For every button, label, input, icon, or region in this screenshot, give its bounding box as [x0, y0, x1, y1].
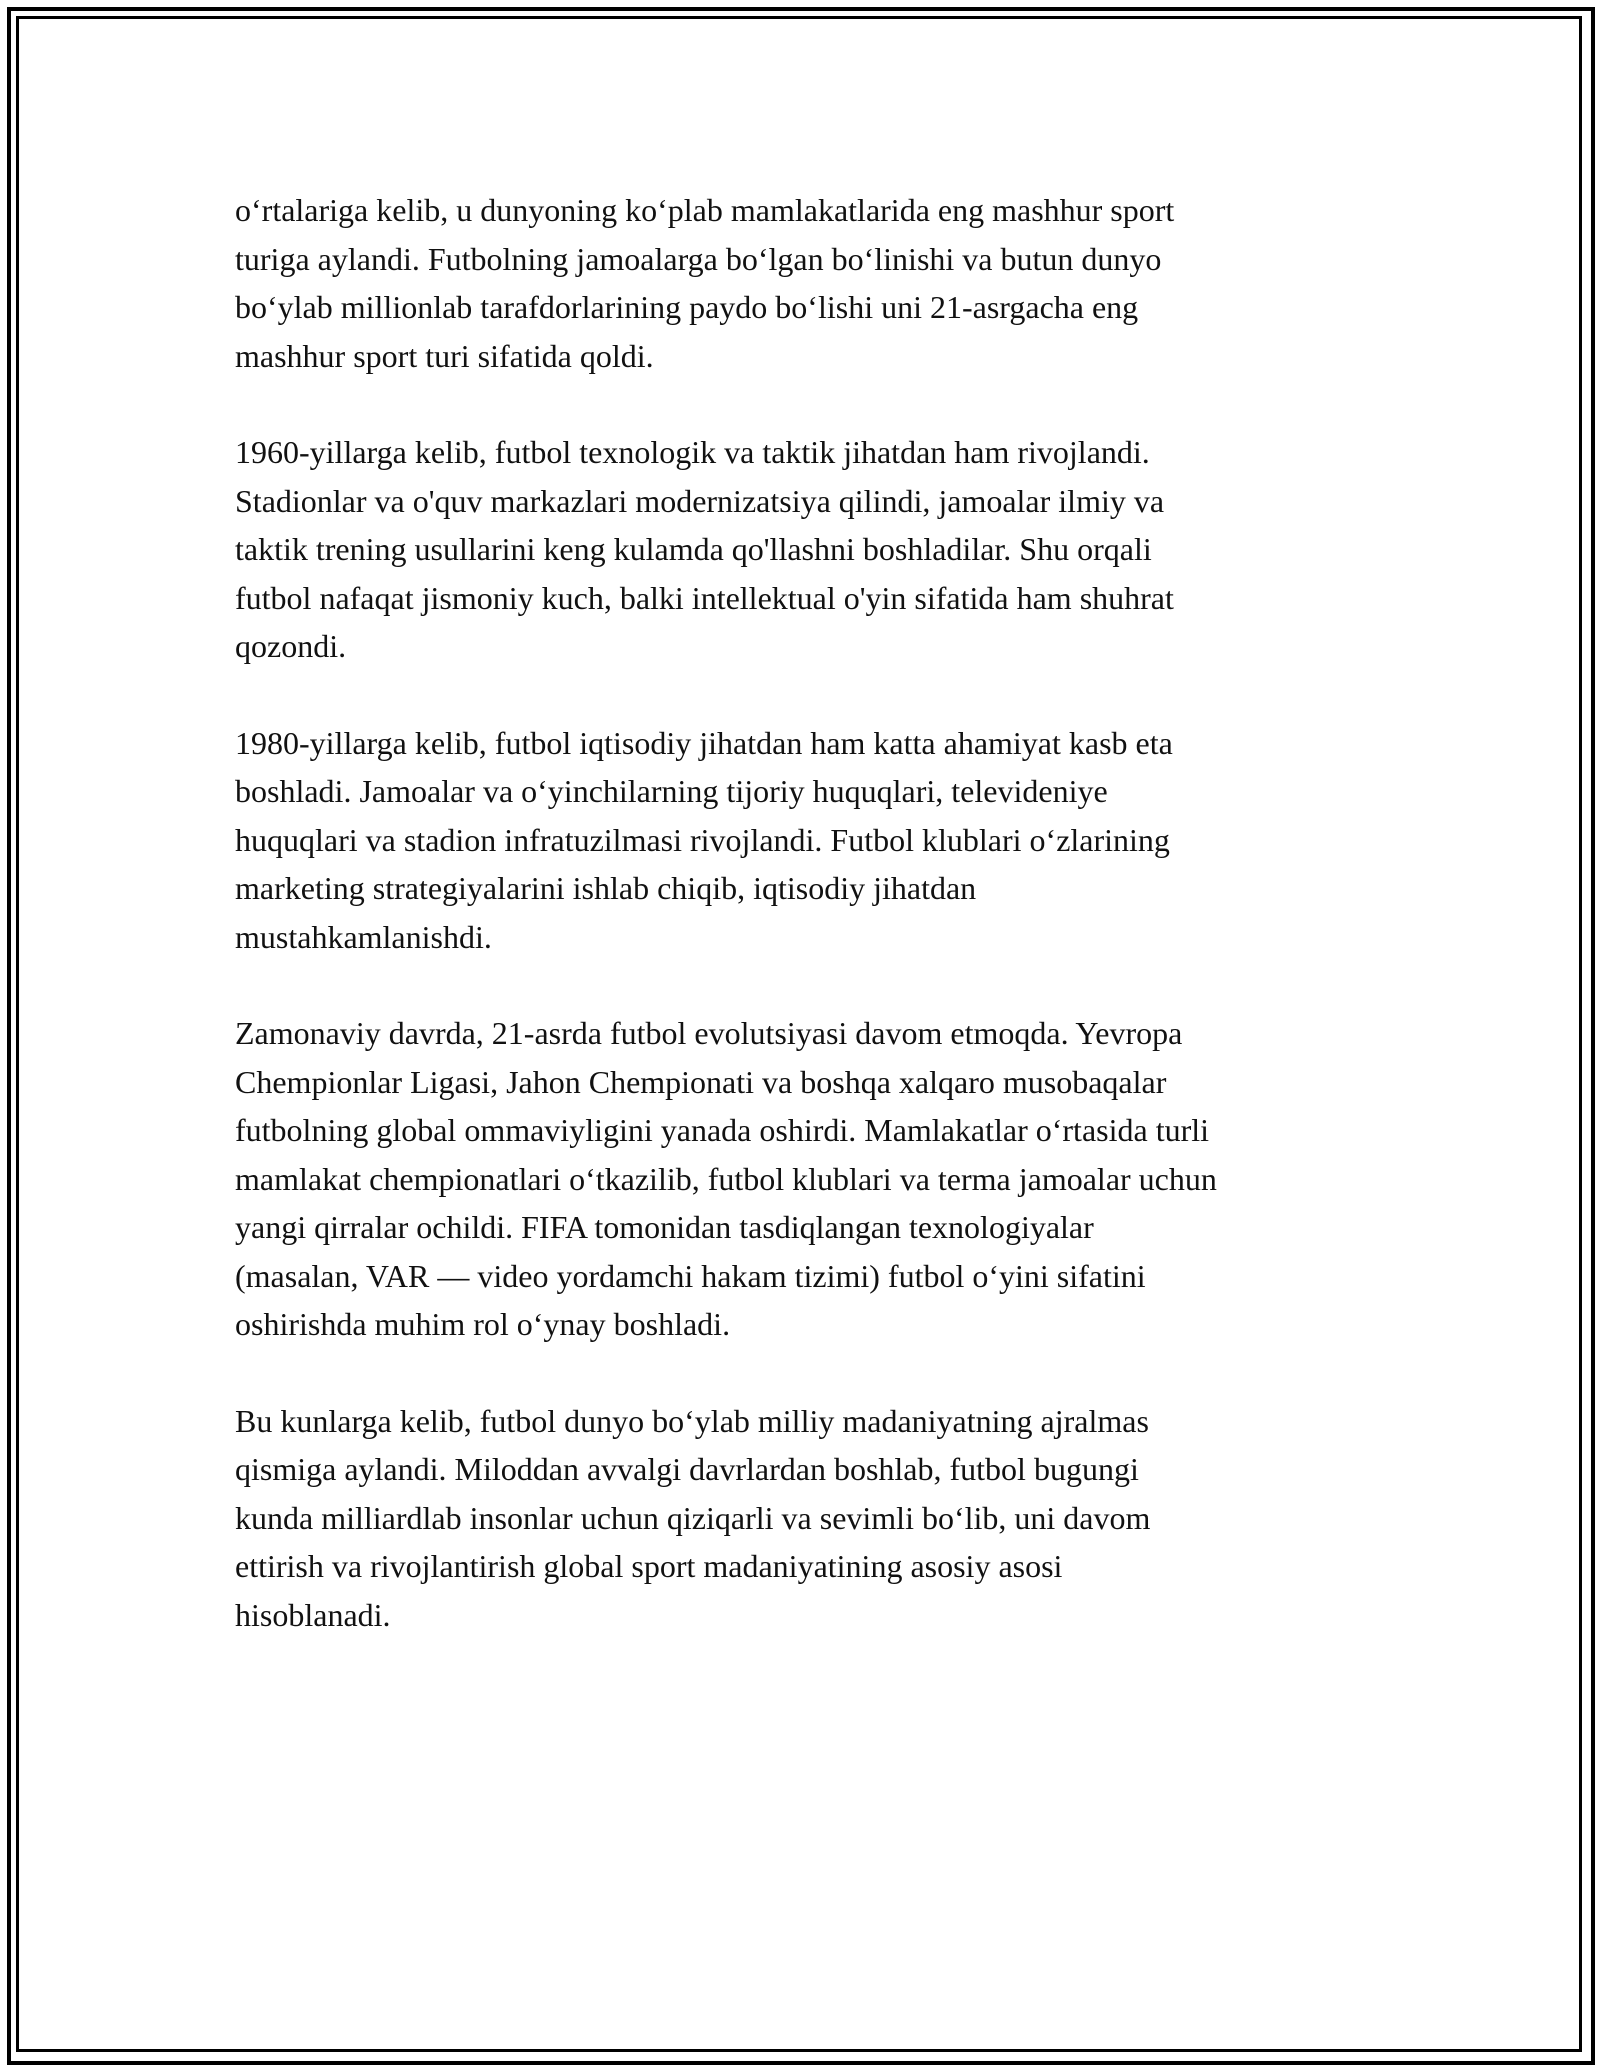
- text-line: futbolning global ommaviyligini yanada oshirdi. Mamlakatlar o‘rtasida turli: [235, 1112, 1210, 1148]
- text-line: futbol nafaqat jismoniy kuch, balki intellektual o'yin sifatida ham shuhrat: [235, 579, 1174, 616]
- text-line: bo‘ylab millionlab tarafdorlarining paydo bo‘lishi uni 21-asrgacha eng: [235, 289, 1139, 325]
- text-line: turiga aylandi. Futbolning jamoalarga bo‘lgan bo‘linishi va butun dunyo: [235, 240, 1162, 277]
- text-line: taktik trening usullarini keng kulamda qo'llashni boshladilar. Shu orqali: [235, 531, 1152, 567]
- text-line: Bu kunlarga kelib, futbol dunyo bo‘ylab milliy madaniyatning ajralmas: [235, 1402, 1149, 1439]
- text-line: Chempionlar Ligasi, Jahon Chempionati va boshqa xalqaro musobaqalar: [235, 1063, 1167, 1100]
- text-line: oshirishda muhim rol o‘ynay boshladi.: [235, 1306, 731, 1342]
- text-line: boshladi. Jamoalar va o‘yinchilarning tijoriy huquqlari, televideniye: [235, 773, 1108, 809]
- text-line: Zamonaviy davrda, 21-asrda futbol evolutsiyasi davom etmoqda. Yevropa: [235, 1015, 1183, 1051]
- document-body: [235, 186, 1385, 1687]
- paragraph-5: [235, 1397, 1385, 1640]
- text-line: yangi qirralar ochildi. FIFA tomonidan tasdiqlangan texnologiyalar: [235, 1209, 1094, 1245]
- text-line: (masalan, VAR — video yordamchi hakam tizimi) futbol o‘yini sifatini: [235, 1257, 1146, 1294]
- text-line: qozondi.: [235, 628, 347, 664]
- paragraph-1: [235, 186, 1385, 380]
- text-line: marketing strategiyalarini ishlab chiqib, iqtisodiy jihatdan: [235, 870, 977, 906]
- text-line: 1980-yillarga kelib, futbol iqtisodiy jihatdan ham katta ahamiyat kasb eta: [235, 724, 1173, 761]
- text-line: hisoblanadi.: [235, 1596, 391, 1633]
- paragraph-2: [235, 428, 1385, 671]
- text-line: mashhur sport turi sifatida qoldi.: [235, 337, 654, 374]
- paragraph-4: [235, 1009, 1385, 1349]
- text-line: ettirish va rivojlantirish global sport madaniyatining asosiy asosi: [235, 1548, 1063, 1584]
- text-line: kunda milliardlab insonlar uchun qiziqarli va sevimli bo‘lib, uni davom: [235, 1499, 1151, 1536]
- paragraph-3: [235, 719, 1385, 962]
- text-line: mamlakat chempionatlari o‘tkazilib, futbol klublari va terma jamoalar uchun: [235, 1160, 1217, 1197]
- text-line: 1960-yillarga kelib, futbol texnologik va taktik jihatdan ham rivojlandi.: [235, 434, 1150, 470]
- text-line: Stadionlar va o'quv markazlari modernizatsiya qilindi, jamoalar ilmiy va: [235, 482, 1165, 519]
- text-line: mustahkamlanishdi.: [235, 918, 492, 955]
- text-line: o‘rtalariga kelib, u dunyoning ko‘plab mamlakatlarida eng mashhur sport: [235, 192, 1175, 228]
- text-line: huquqlari va stadion infratuzilmasi rivojlandi. Futbol klublari o‘zlarining: [235, 821, 1170, 858]
- text-line: qismiga aylandi. Miloddan avvalgi davrlardan boshlab, futbol bugungi: [235, 1451, 1139, 1487]
